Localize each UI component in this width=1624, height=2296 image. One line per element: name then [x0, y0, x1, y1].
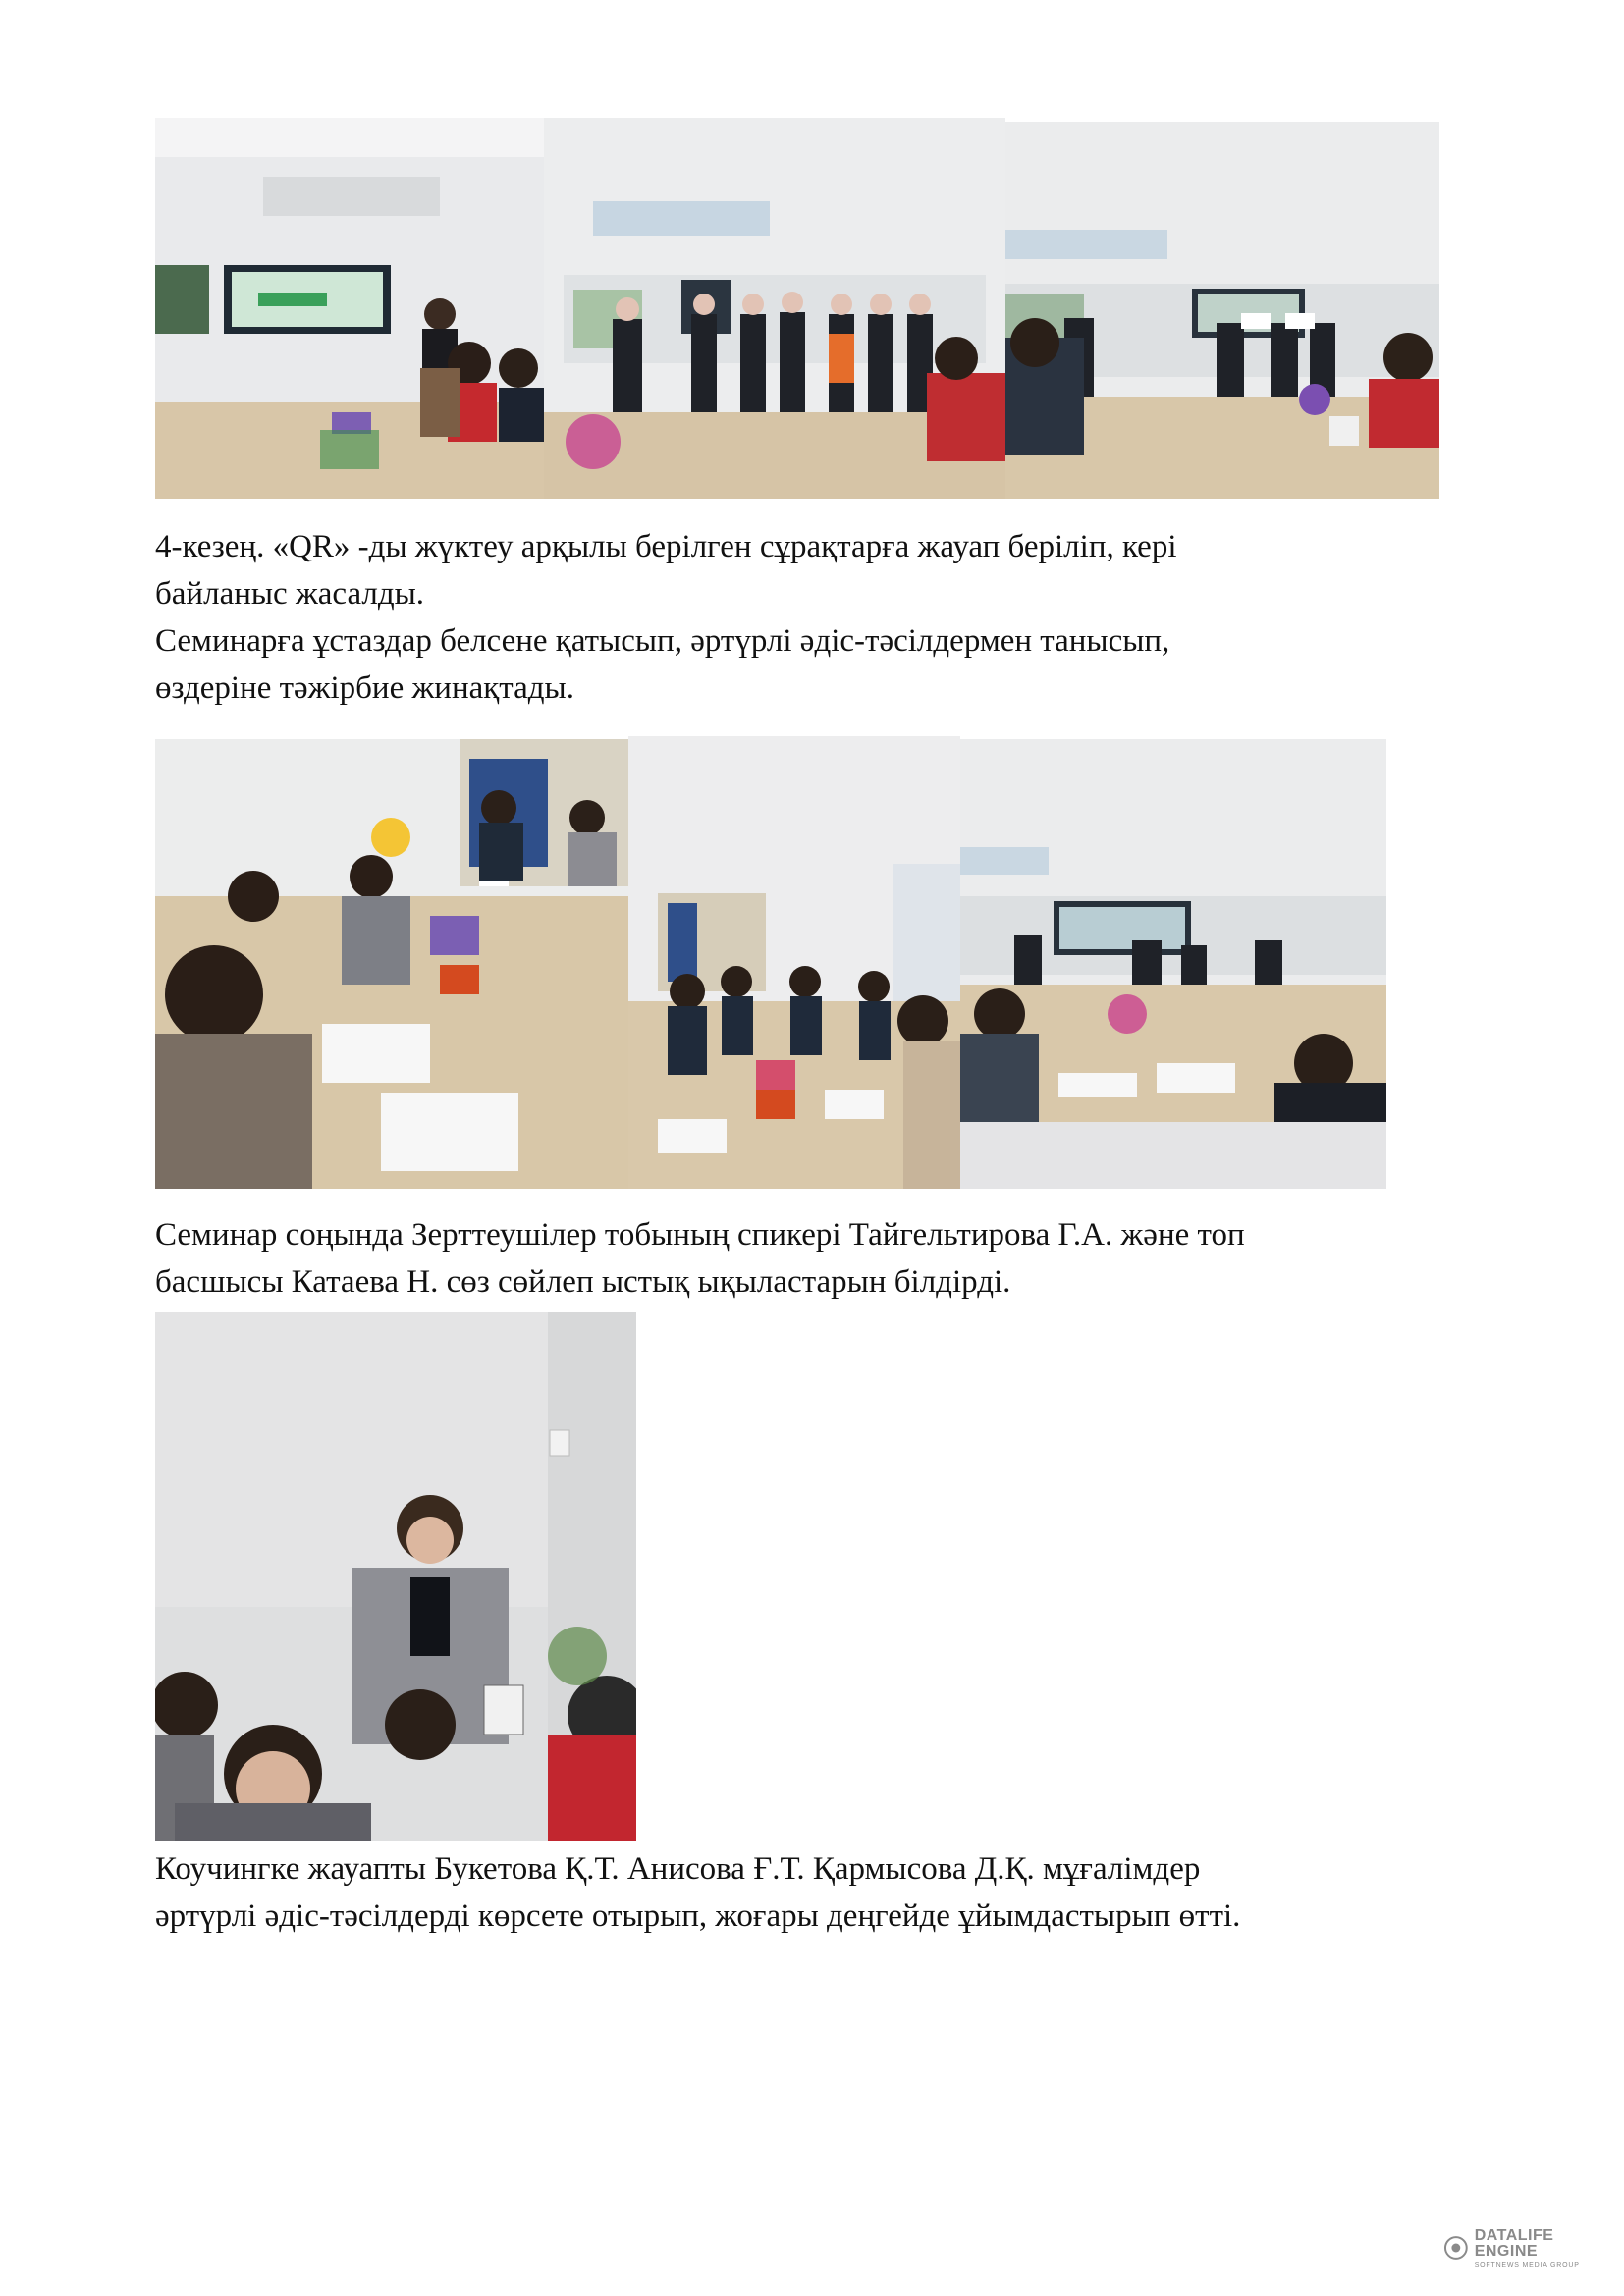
photo-teachers-standing-group — [544, 118, 1005, 499]
photo-teachers-holding-papers — [1005, 122, 1439, 499]
paragraph-line: 4-кезең. «QR» -ды жүктеу арқылы берілген сұрақтарға жауап беріліп, кері — [155, 529, 1177, 564]
watermark-title: DATALIFE ENGINE — [1474, 2226, 1554, 2260]
photo-classroom-screen-presentation — [155, 118, 544, 499]
paragraph-line: әртүрлі әдіс-тәсілдерді көрсете отырып, жоғары деңгейде ұйымдастырып өтті. — [155, 1898, 1241, 1934]
photo-teachers-at-table-writing — [155, 739, 628, 1189]
watermark-subtitle: SOFTNEWS MEDIA GROUP — [1474, 2261, 1580, 2269]
paragraph-line: Семинарға ұстаздар белсене қатысып, әртүрлі әдіс-тәсілдермен танысып, — [155, 623, 1170, 659]
paragraph-line: басшысы Катаева Н. сөз сөйлеп ыстық ықыластарын білдірді. — [155, 1264, 1011, 1300]
watermark — [1443, 2228, 1620, 2268]
photo-speaker-addressing-seminar — [155, 1312, 636, 1841]
paragraph-line: Семинар соңында Зерттеушілер тобының спикері Тайгельтирова Г.А. және топ — [155, 1217, 1245, 1253]
paragraph-seminar-closing — [155, 1211, 1510, 1306]
paragraph-qr-stage — [155, 523, 1510, 712]
paragraph-line: Коучингке жауапты Букетова Қ.Т. Анисова Ғ.Т. Қармысова Д.Қ. мұғалімдер — [155, 1851, 1201, 1887]
eye-logo-icon — [1443, 2235, 1469, 2261]
paragraph-coaching — [155, 1845, 1510, 1940]
paragraph-line: байланыс жасалды. — [155, 576, 425, 612]
photo-teachers-seated-classroom — [628, 736, 960, 1189]
photo-teachers-presenting-front — [960, 739, 1386, 1189]
paragraph-line: өздеріне тәжірбие жинақтады. — [155, 670, 574, 706]
